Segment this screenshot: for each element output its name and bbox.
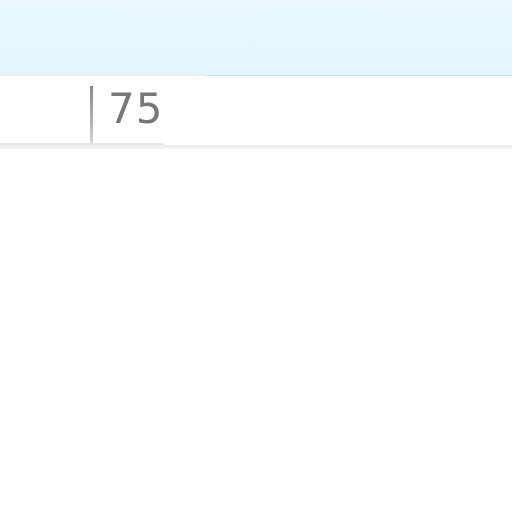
value-field[interactable] (0, 76, 512, 146)
field-separator (90, 86, 93, 144)
content-area (0, 150, 512, 512)
header-band (0, 0, 512, 76)
value-field-text[interactable]: 75 (108, 84, 164, 133)
field-bottom-divider (0, 145, 512, 149)
